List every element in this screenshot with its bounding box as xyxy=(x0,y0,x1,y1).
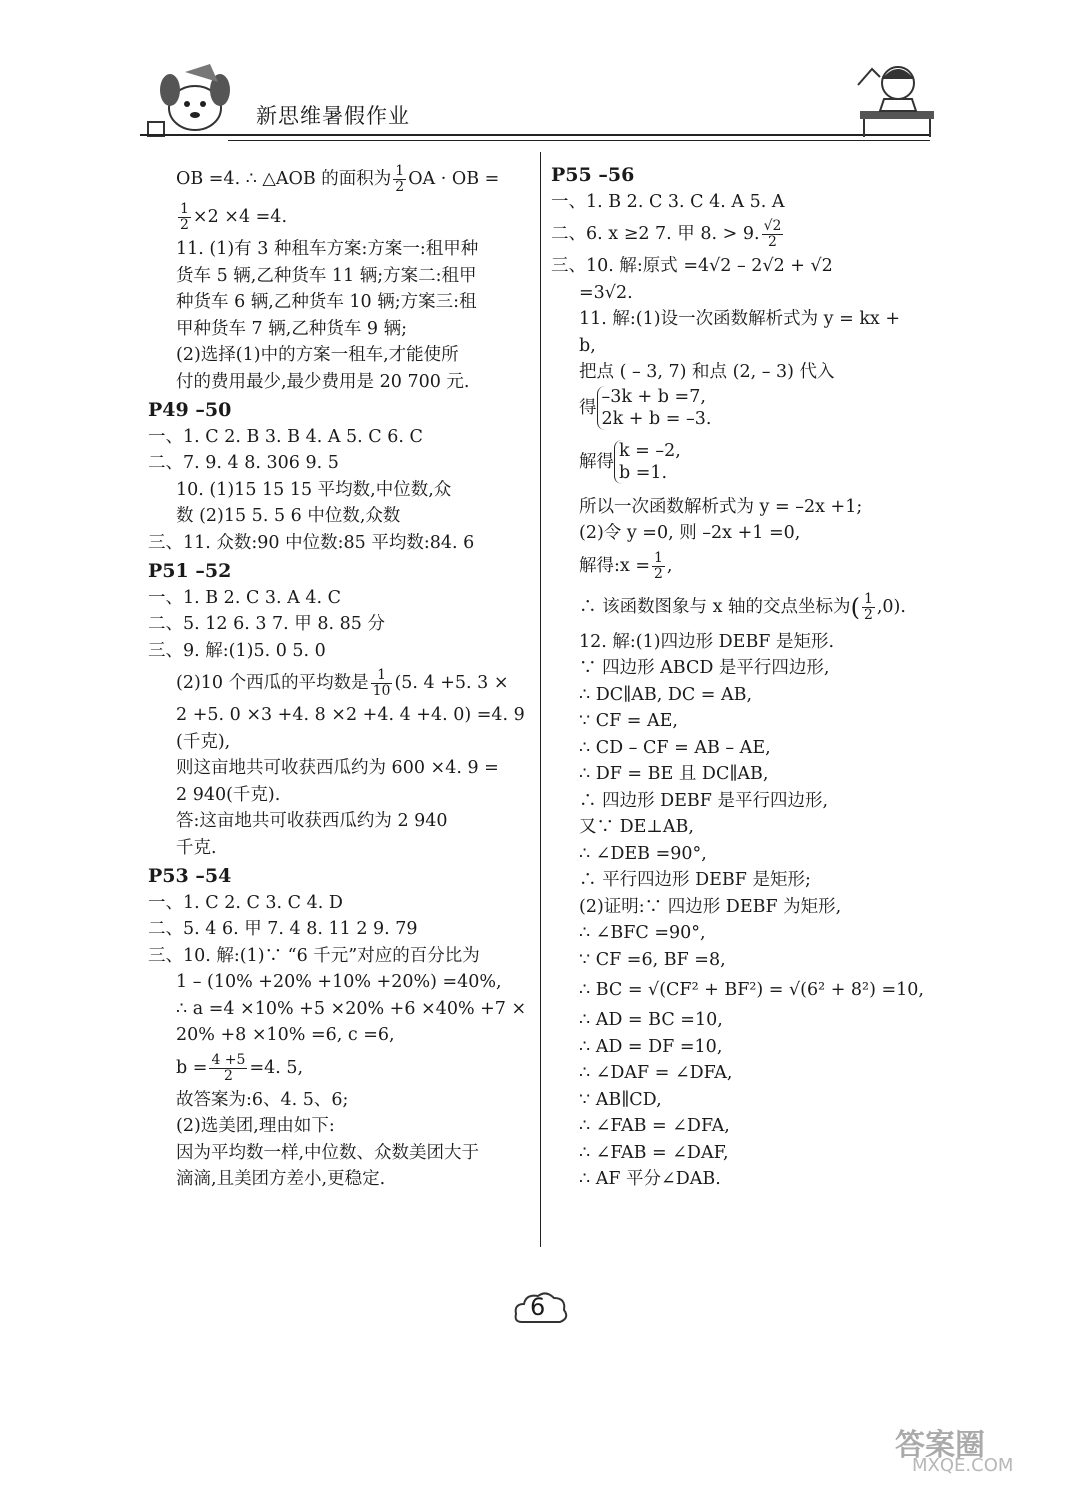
answer-line xyxy=(551,215,936,253)
answer-line: ∴ ∠FAB = ∠DAF, xyxy=(579,1142,729,1163)
answer-line: ∴ CD – CF = AB – AE, xyxy=(579,737,771,758)
text: =4. 5, xyxy=(249,1057,304,1078)
answer-line: 一、1. C 2. B 3. B 4. A 5. C 6. C xyxy=(148,426,423,447)
equation: k = –2, xyxy=(619,440,681,461)
equation: 2k + b = –3. xyxy=(601,408,712,429)
answer-line: 一、1. B 2. C 3. A 4. C xyxy=(148,587,342,608)
answer-line: (2)令 y =0, 则 –2x +1 =0, xyxy=(579,523,801,543)
text: (2)10 个西瓜的平均数是 xyxy=(176,673,369,693)
answer-line: =3√2. xyxy=(579,282,633,303)
section-heading: P51 –52 xyxy=(148,560,232,582)
header-rule xyxy=(140,134,930,136)
denominator: 2 xyxy=(180,217,189,233)
answer-line: ∵ CF =6, BF =8, xyxy=(579,949,726,970)
header-rule-thin xyxy=(228,140,930,141)
fraction xyxy=(652,551,665,582)
numerator: 1 xyxy=(395,163,405,179)
watermark-logo: 答案圈 xyxy=(895,1428,985,1463)
answer-line xyxy=(148,664,533,702)
answer-line: ∴ DF = BE 且 DC∥AB, xyxy=(579,764,769,784)
answer-line: ∴ AD = BC =10, xyxy=(579,1010,723,1030)
answer-line: 千克. xyxy=(176,837,217,858)
fraction xyxy=(178,202,191,233)
denominator: 2 xyxy=(395,179,405,195)
section-heading: P49 –50 xyxy=(148,399,232,421)
answer-line: 11. 解:(1)设一次函数解析式为 y = kx + xyxy=(579,309,901,329)
answer-line: ∴ a =4 ×10% +5 ×20% +6 ×40% +7 × xyxy=(176,998,527,1019)
answer-line: (千克), xyxy=(176,731,231,752)
answer-line: 20% +8 ×10% =6, c =6, xyxy=(176,1025,395,1045)
answer-line: 三、10. 解:原式 =4√2 – 2√2 + √2 xyxy=(551,256,833,276)
page-number: 6 xyxy=(530,1293,546,1321)
numerator: 1 xyxy=(180,201,189,217)
answer-line: (2)选择(1)中的方案一租车,才能使所 xyxy=(176,345,459,365)
answer-line: 种货车 6 辆,乙种货车 10 辆;方案三:租 xyxy=(176,292,477,312)
answer-line: 10. (1)15 15 15 平均数,中位数,众 xyxy=(176,479,452,500)
text: , xyxy=(666,555,673,576)
answer-line: 三、10. 解:(1)∵ “6 千元”对应的百分比为 xyxy=(148,945,480,966)
answer-line: 12. 解:(1)四边形 DEBF 是矩形. xyxy=(579,631,835,652)
cartoon-dog-illustration xyxy=(140,60,250,140)
section-heading: P53 –54 xyxy=(148,865,232,887)
numerator: 1 xyxy=(863,590,873,607)
answer-line: 二、5. 4 6. 甲 7. 4 8. 11 2 9. 79 xyxy=(148,919,418,939)
numerator: 4 +5 xyxy=(211,1051,246,1068)
text: b = xyxy=(176,1057,208,1078)
fraction xyxy=(393,164,406,195)
fraction xyxy=(371,668,393,699)
answer-line: ∴ AF 平分∠DAB. xyxy=(579,1169,721,1189)
answer-line: 三、9. 解:(1)5. 0 5. 0 xyxy=(148,640,326,661)
numerator: 1 xyxy=(371,668,393,684)
text: 解得:x = xyxy=(579,555,650,576)
answer-line: 答:这亩地共可收获西瓜约为 2 940 xyxy=(176,811,448,831)
answer-line xyxy=(551,547,936,585)
equation-system xyxy=(551,440,936,494)
text: 二、6. x ≥2 7. 甲 8. > 9. xyxy=(551,224,760,244)
answer-line: 二、7. 9. 4 8. 306 9. 5 xyxy=(148,453,339,473)
answer-line: ∴ ∠DEB =90°, xyxy=(579,843,707,864)
left-column xyxy=(148,160,533,1193)
text: ,0). xyxy=(876,596,906,617)
answer-line: 则这亩地共可收获西瓜约为 600 ×4. 9 = xyxy=(176,758,499,778)
answer-line xyxy=(148,1049,533,1087)
system-brace xyxy=(614,440,681,484)
equation-system xyxy=(551,386,936,440)
denominator: 2 xyxy=(654,565,663,582)
text: (5. 4 +5. 3 × xyxy=(394,673,509,693)
text: 得 xyxy=(579,397,597,418)
answer-line: 2 940(千克). xyxy=(176,784,281,805)
fraction xyxy=(862,592,875,623)
watermark-url: MXQE.COM xyxy=(912,1455,1014,1476)
denominator: 2 xyxy=(768,234,777,250)
fraction xyxy=(209,1053,247,1084)
answer-line: ∵ CF = AE, xyxy=(579,711,678,731)
answer-line: 故答案为:6、4. 5、6; xyxy=(176,1089,349,1110)
text: ∴ 该函数图象与 x 轴的交点坐标为 xyxy=(579,596,851,617)
text: OA · OB = xyxy=(408,169,500,189)
answer-line: 付的费用最少,最少费用是 20 700 元. xyxy=(176,371,470,392)
right-column xyxy=(551,160,936,1193)
answer-line: 又∵ DE⊥AB, xyxy=(579,817,694,837)
answer-line: 二、5. 12 6. 3 7. 甲 8. 85 分 xyxy=(148,614,385,634)
text: 解得 xyxy=(579,451,614,472)
answer-line: ∴ ∠BFC =90°, xyxy=(579,923,706,943)
answer-line: 滴滴,且美团方差小,更稳定. xyxy=(176,1169,386,1189)
denominator: 2 xyxy=(863,606,873,623)
answer-line: 1 – (10% +20% +10% +20%) =40%, xyxy=(176,972,502,992)
column-divider xyxy=(540,152,541,1247)
answer-line: ∵ 四边形 ABCD 是平行四边形, xyxy=(579,658,830,678)
answer-line: 三、11. 众数:90 中位数:85 平均数:84. 6 xyxy=(148,532,475,553)
answer-line: ∴ AD = DF =10, xyxy=(579,1036,723,1057)
answer-line xyxy=(148,198,533,236)
answer-line: ∴ 四边形 DEBF 是平行四边形, xyxy=(579,790,829,811)
answer-line: 11. (1)有 3 种租车方案:方案一:租甲种 xyxy=(176,239,479,259)
answer-line: 所以一次函数解析式为 y = –2x +1; xyxy=(579,496,863,517)
answer-line: ∴ ∠FAB = ∠DFA, xyxy=(579,1116,730,1136)
section-heading: P55 –56 xyxy=(551,164,635,186)
answer-line: 数 (2)15 5. 5 6 中位数,众数 xyxy=(176,506,401,526)
answer-line: 2 +5. 0 ×3 +4. 8 ×2 +4. 4 +4. 0) =4. 9 xyxy=(176,705,525,725)
equation: –3k + b =7, xyxy=(601,386,706,407)
answer-line: ∴ DC∥AB, DC = AB, xyxy=(579,684,753,705)
answer-line: ∴ 平行四边形 DEBF 是矩形; xyxy=(579,870,811,890)
text: ×2 ×4 =4. xyxy=(192,207,288,227)
answer-line: b, xyxy=(579,335,596,356)
system-brace xyxy=(597,386,712,430)
answer-line: 一、1. B 2. C 3. C 4. A 5. A xyxy=(551,191,785,212)
answer-line: ∴ 该函数图象与 x 轴的交点坐标为( $\frac{1}{2}$ ,0). xyxy=(579,590,906,623)
answer-line: (2)证明:∵ 四边形 DEBF 为矩形, xyxy=(579,896,842,917)
fraction xyxy=(762,219,784,250)
header-title: 新思维暑假作业 xyxy=(256,104,410,128)
answer-line: 把点 ( – 3, 7) 和点 (2, – 3) 代入 xyxy=(579,362,835,382)
answer-line: ∴ ∠DAF = ∠DFA, xyxy=(579,1063,733,1083)
answer-line: (2)选美团,理由如下: xyxy=(176,1116,335,1136)
answer-line: 甲种货车 7 辆,乙种货车 9 辆; xyxy=(176,318,407,339)
text: OB =4. ∴ △AOB 的面积为 xyxy=(176,169,392,189)
answer-line: ∴ BC = √(CF² + BF²) = √(6² + 8²) =10, xyxy=(579,980,924,1000)
girl-studying-illustration xyxy=(850,55,940,140)
answer-line xyxy=(148,160,533,198)
answer-line: 货车 5 辆,乙种货车 11 辆;方案二:租甲 xyxy=(176,265,477,286)
numerator: 1 xyxy=(654,549,663,566)
page-header xyxy=(0,0,1080,160)
answer-line: ∵ AB∥CD, xyxy=(579,1089,662,1110)
equation: b =1. xyxy=(619,462,668,483)
denominator: 2 xyxy=(223,1067,233,1084)
denominator: 10 xyxy=(372,683,391,699)
answer-line: 因为平均数一样,中位数、众数美团大于 xyxy=(176,1142,480,1163)
answer-line: 一、1. C 2. C 3. C 4. D xyxy=(148,892,343,913)
numerator: √2 xyxy=(763,218,782,234)
